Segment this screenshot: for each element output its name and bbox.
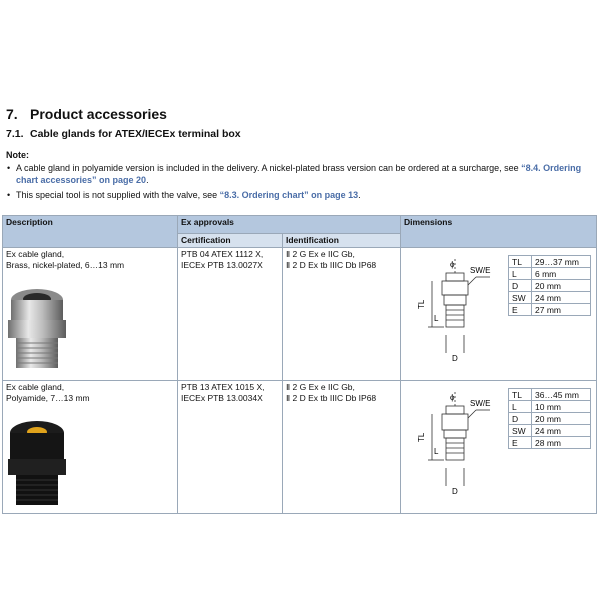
section-title: Product accessories xyxy=(30,106,167,122)
tl-label: TL xyxy=(417,299,427,309)
l-label: L xyxy=(434,447,439,456)
header-description: Description xyxy=(3,216,178,248)
dimension-row: L 10 mm xyxy=(509,401,591,413)
description-line: Ex cable gland, xyxy=(6,249,65,259)
description-cell xyxy=(3,248,178,381)
section-heading xyxy=(6,106,167,122)
dimension-row: TL 29…37 mm xyxy=(509,256,591,268)
dimensions-table xyxy=(508,388,591,449)
dimension-row: E 28 mm xyxy=(509,437,591,449)
note-label: Note: xyxy=(6,150,29,160)
certification-line: IECEx PTB 13.0027X xyxy=(181,260,263,270)
dimensions-cell xyxy=(401,381,597,514)
subsection-heading xyxy=(6,128,241,140)
note-bullet-1-tail: . xyxy=(146,175,149,185)
tl-label: TL xyxy=(417,432,427,442)
identification-cell xyxy=(283,381,401,514)
identification-line: Ⅱ 2 G Ex e IIC Gb, xyxy=(286,249,355,259)
description-line: Brass, nickel-plated, 6…13 mm xyxy=(6,260,125,270)
description-line: Ex cable gland, xyxy=(6,382,65,392)
identification-cell xyxy=(283,248,401,381)
dimension-row: SW 24 mm xyxy=(509,292,591,304)
identification-line: Ⅱ 2 D Ex tb IIIC Db IP68 xyxy=(286,393,377,403)
subheader-identification: Identification xyxy=(283,234,401,248)
table-row xyxy=(3,248,597,381)
d-label: D xyxy=(452,487,458,496)
swe-label: SW/E xyxy=(470,266,491,275)
certification-cell xyxy=(178,248,283,381)
section-number: 7. xyxy=(6,106,18,122)
cable-gland-drawing-icon xyxy=(410,388,502,500)
l-label: L xyxy=(434,314,439,323)
swe-label: SW/E xyxy=(470,399,491,408)
brass-cable-gland-photo-icon xyxy=(6,286,68,374)
description-cell xyxy=(3,381,178,514)
cable-gland-table xyxy=(2,215,597,514)
note-bullets xyxy=(6,162,596,204)
dimension-row: SW 24 mm xyxy=(509,425,591,437)
cable-gland-drawing-icon xyxy=(410,255,502,367)
dimension-row: D 20 mm xyxy=(509,280,591,292)
certification-line: IECEx PTB 13.0034X xyxy=(181,393,263,403)
dimension-row: L 6 mm xyxy=(509,268,591,280)
identification-line: Ⅱ 2 D Ex tb IIIC Db IP68 xyxy=(286,260,377,270)
dimension-row: TL 36…45 mm xyxy=(509,389,591,401)
note-bullet-1 xyxy=(6,162,596,186)
certification-cell xyxy=(178,381,283,514)
dimension-row: E 27 mm xyxy=(509,304,591,316)
ordering-chart-link[interactable]: “8.3. Ordering chart” on page 13 xyxy=(219,190,359,200)
subheader-certification: Certification xyxy=(178,234,283,248)
dimensions-cell xyxy=(401,248,597,381)
note-bullet-2-tail: . xyxy=(358,190,361,200)
d-label: D xyxy=(452,354,458,363)
phi-label: ϕ xyxy=(450,393,455,402)
header-dimensions: Dimensions xyxy=(401,216,597,248)
ordering-chart-accessories-link[interactable]: “8.4. Ordering chart accessories” on page 20 xyxy=(16,163,582,185)
certification-line: PTB 13 ATEX 1015 X, xyxy=(181,382,265,392)
note-bullet-1-text: A cable gland in polyamide version is included in the delivery. A nickel-plated brass version can be ordered at a surcharge, see xyxy=(16,163,522,173)
table-row xyxy=(3,381,597,514)
subsection-title: Cable glands for ATEX/IECEx terminal box xyxy=(30,128,241,140)
subsection-number: 7.1. xyxy=(6,128,24,140)
note-bullet-2-text: This special tool is not supplied with the valve, see xyxy=(16,190,220,200)
polyamide-cable-gland-photo-icon xyxy=(6,419,68,509)
certification-line: PTB 04 ATEX 1112 X, xyxy=(181,249,264,259)
note-bullet-2 xyxy=(6,189,596,201)
header-ex-approvals: Ex approvals xyxy=(178,216,401,234)
identification-line: Ⅱ 2 G Ex e IIC Gb, xyxy=(286,382,355,392)
description-line: Polyamide, 7…13 mm xyxy=(6,393,90,403)
dimensions-table xyxy=(508,255,591,316)
phi-label: ϕ xyxy=(450,260,455,269)
dimension-row: D 20 mm xyxy=(509,413,591,425)
